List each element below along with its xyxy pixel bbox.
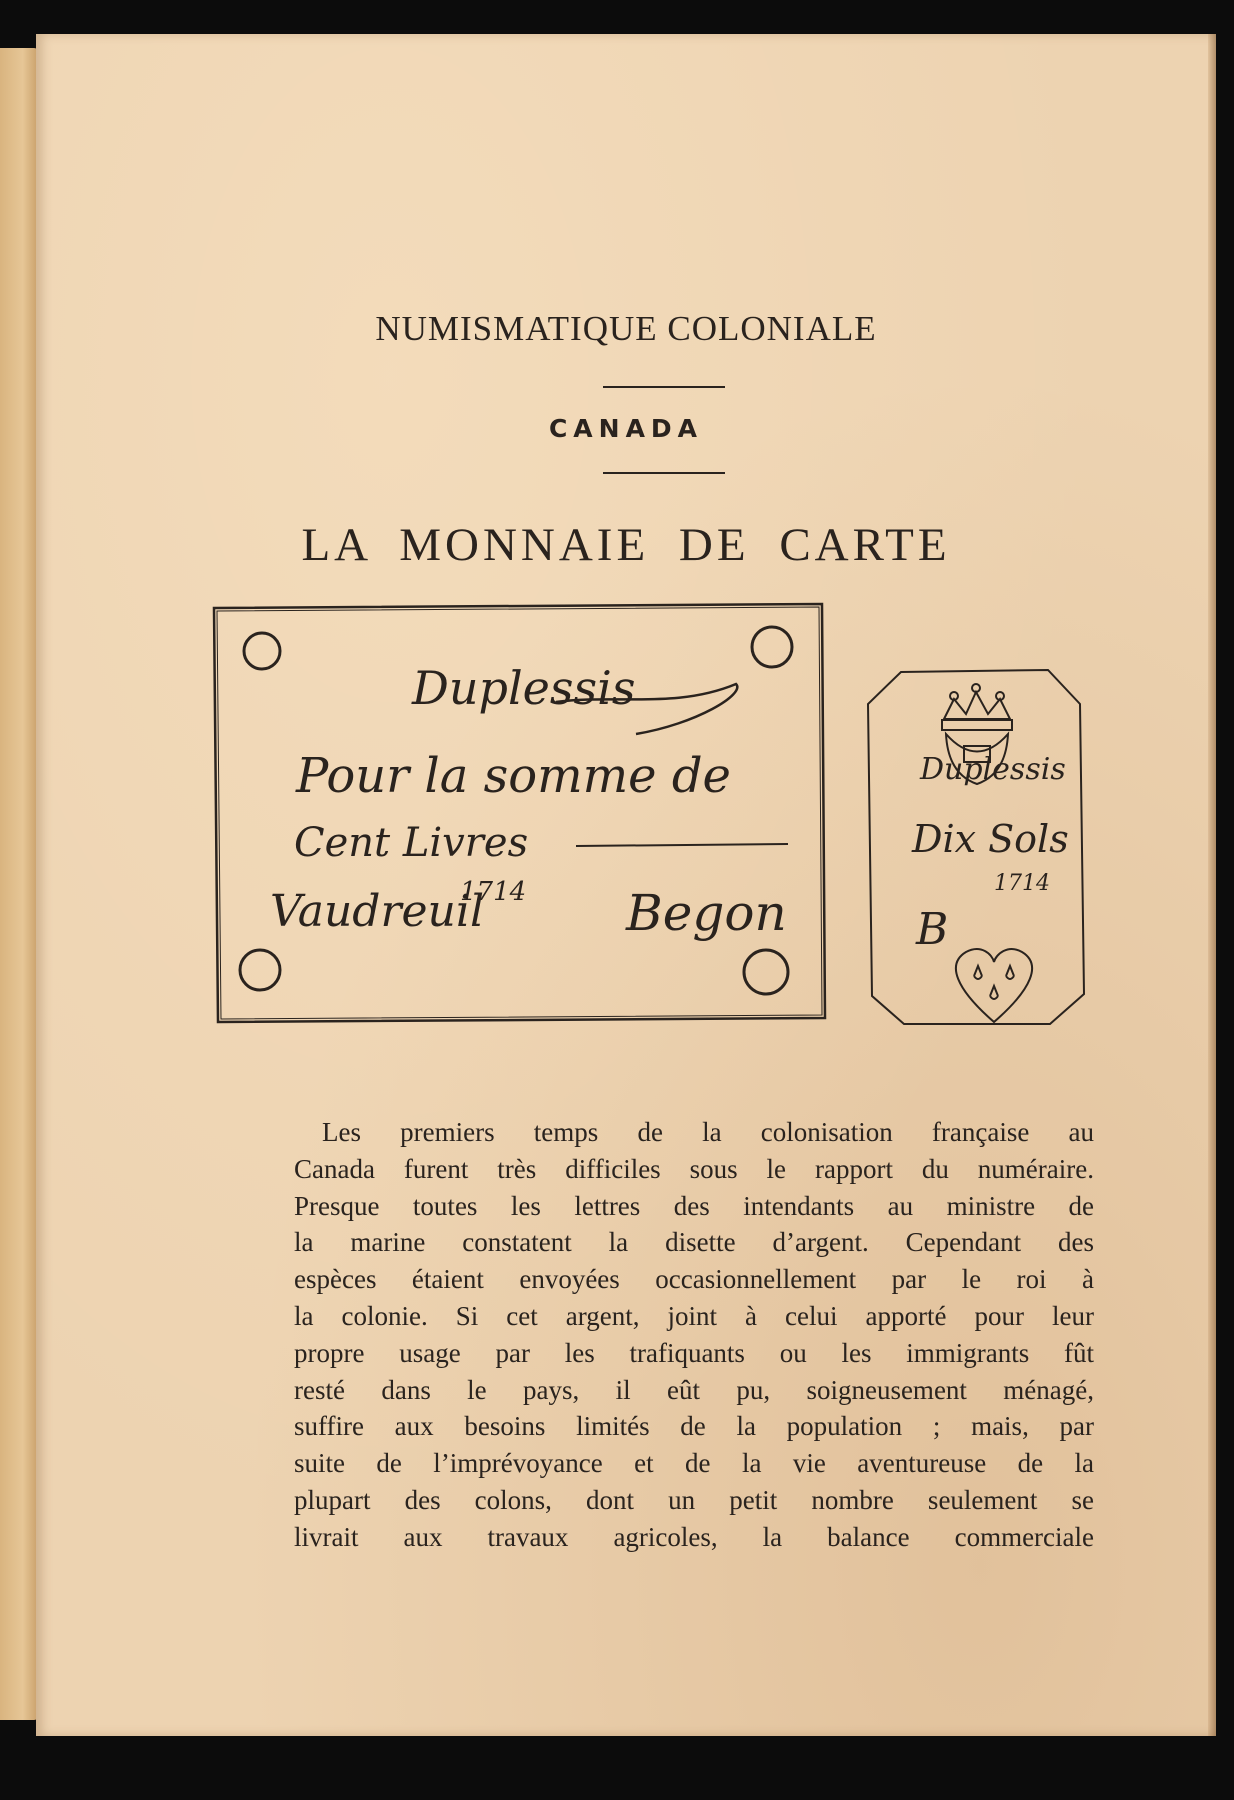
body-line: la marine constatent la disette d’argent. Cependant des: [294, 1227, 1094, 1258]
body-line: la colonie. Si cet argent, joint à celui apporté pour leur: [294, 1300, 1094, 1331]
large-card-year: 1714: [460, 877, 527, 907]
series-title: NUMISMATIQUE COLONIALE: [375, 309, 877, 348]
body-line: resté dans le pays, il eût pu, soigneusement ménagé,: [294, 1374, 1094, 1405]
small-card-value: Dix Sols: [912, 817, 1069, 861]
section-title: CANADA: [548, 414, 704, 443]
large-card-money: [214, 604, 825, 1022]
body-line: Canada furent très difficiles sous le rapport du numéraire.: [294, 1153, 1094, 1184]
body-line: espèces étaient envoyées occasionnellement par le roi à: [294, 1264, 1094, 1295]
punch-hole-top-left: [244, 633, 280, 669]
document-page: [36, 34, 1216, 1736]
body-line: Les premiers temps de la colonisation française au: [322, 1117, 1094, 1147]
body-line: plupart des colons, dont un petit nombre seulement se: [294, 1484, 1094, 1515]
body-line: propre usage par les trafiquants ou les immigrants fût: [294, 1337, 1094, 1368]
large-card-signature: Duplessis: [412, 661, 636, 715]
punch-hole-bottom-left: [240, 950, 280, 990]
small-card-signature: Duplessis: [920, 752, 1066, 787]
large-card-line-amount: Pour la somme de: [296, 748, 731, 804]
small-card-year: 1714: [994, 871, 1050, 896]
card-money-illustration: [36, 34, 1216, 1074]
previous-page-edge: [0, 48, 38, 1720]
main-title: LA MONNAIE DE CARTE: [301, 519, 951, 571]
fleur-de-lis-heart-stamp: [956, 949, 1032, 1022]
punch-hole-top-right: [752, 627, 792, 667]
body-paragraph: [294, 1114, 1094, 1556]
body-line: suite de l’imprévoyance et de la vie aventureuse de la: [294, 1448, 1094, 1479]
body-line: livrait aux travaux agricoles, la balance commerciale: [294, 1521, 1094, 1552]
large-card-intendant-signature: Begon: [626, 884, 787, 942]
body-line: Presque toutes les lettres des intendants au ministre de: [294, 1190, 1094, 1221]
body-line: suffire aux besoins limités de la population ; mais, par: [294, 1411, 1094, 1442]
large-card-line-value: Cent Livres: [294, 820, 529, 866]
large-card-governor-signature: Vaudreuil: [270, 886, 485, 937]
small-card-initial: B: [916, 904, 949, 955]
small-card-money: [868, 670, 1084, 1024]
punch-hole-bottom-right: [744, 950, 788, 994]
